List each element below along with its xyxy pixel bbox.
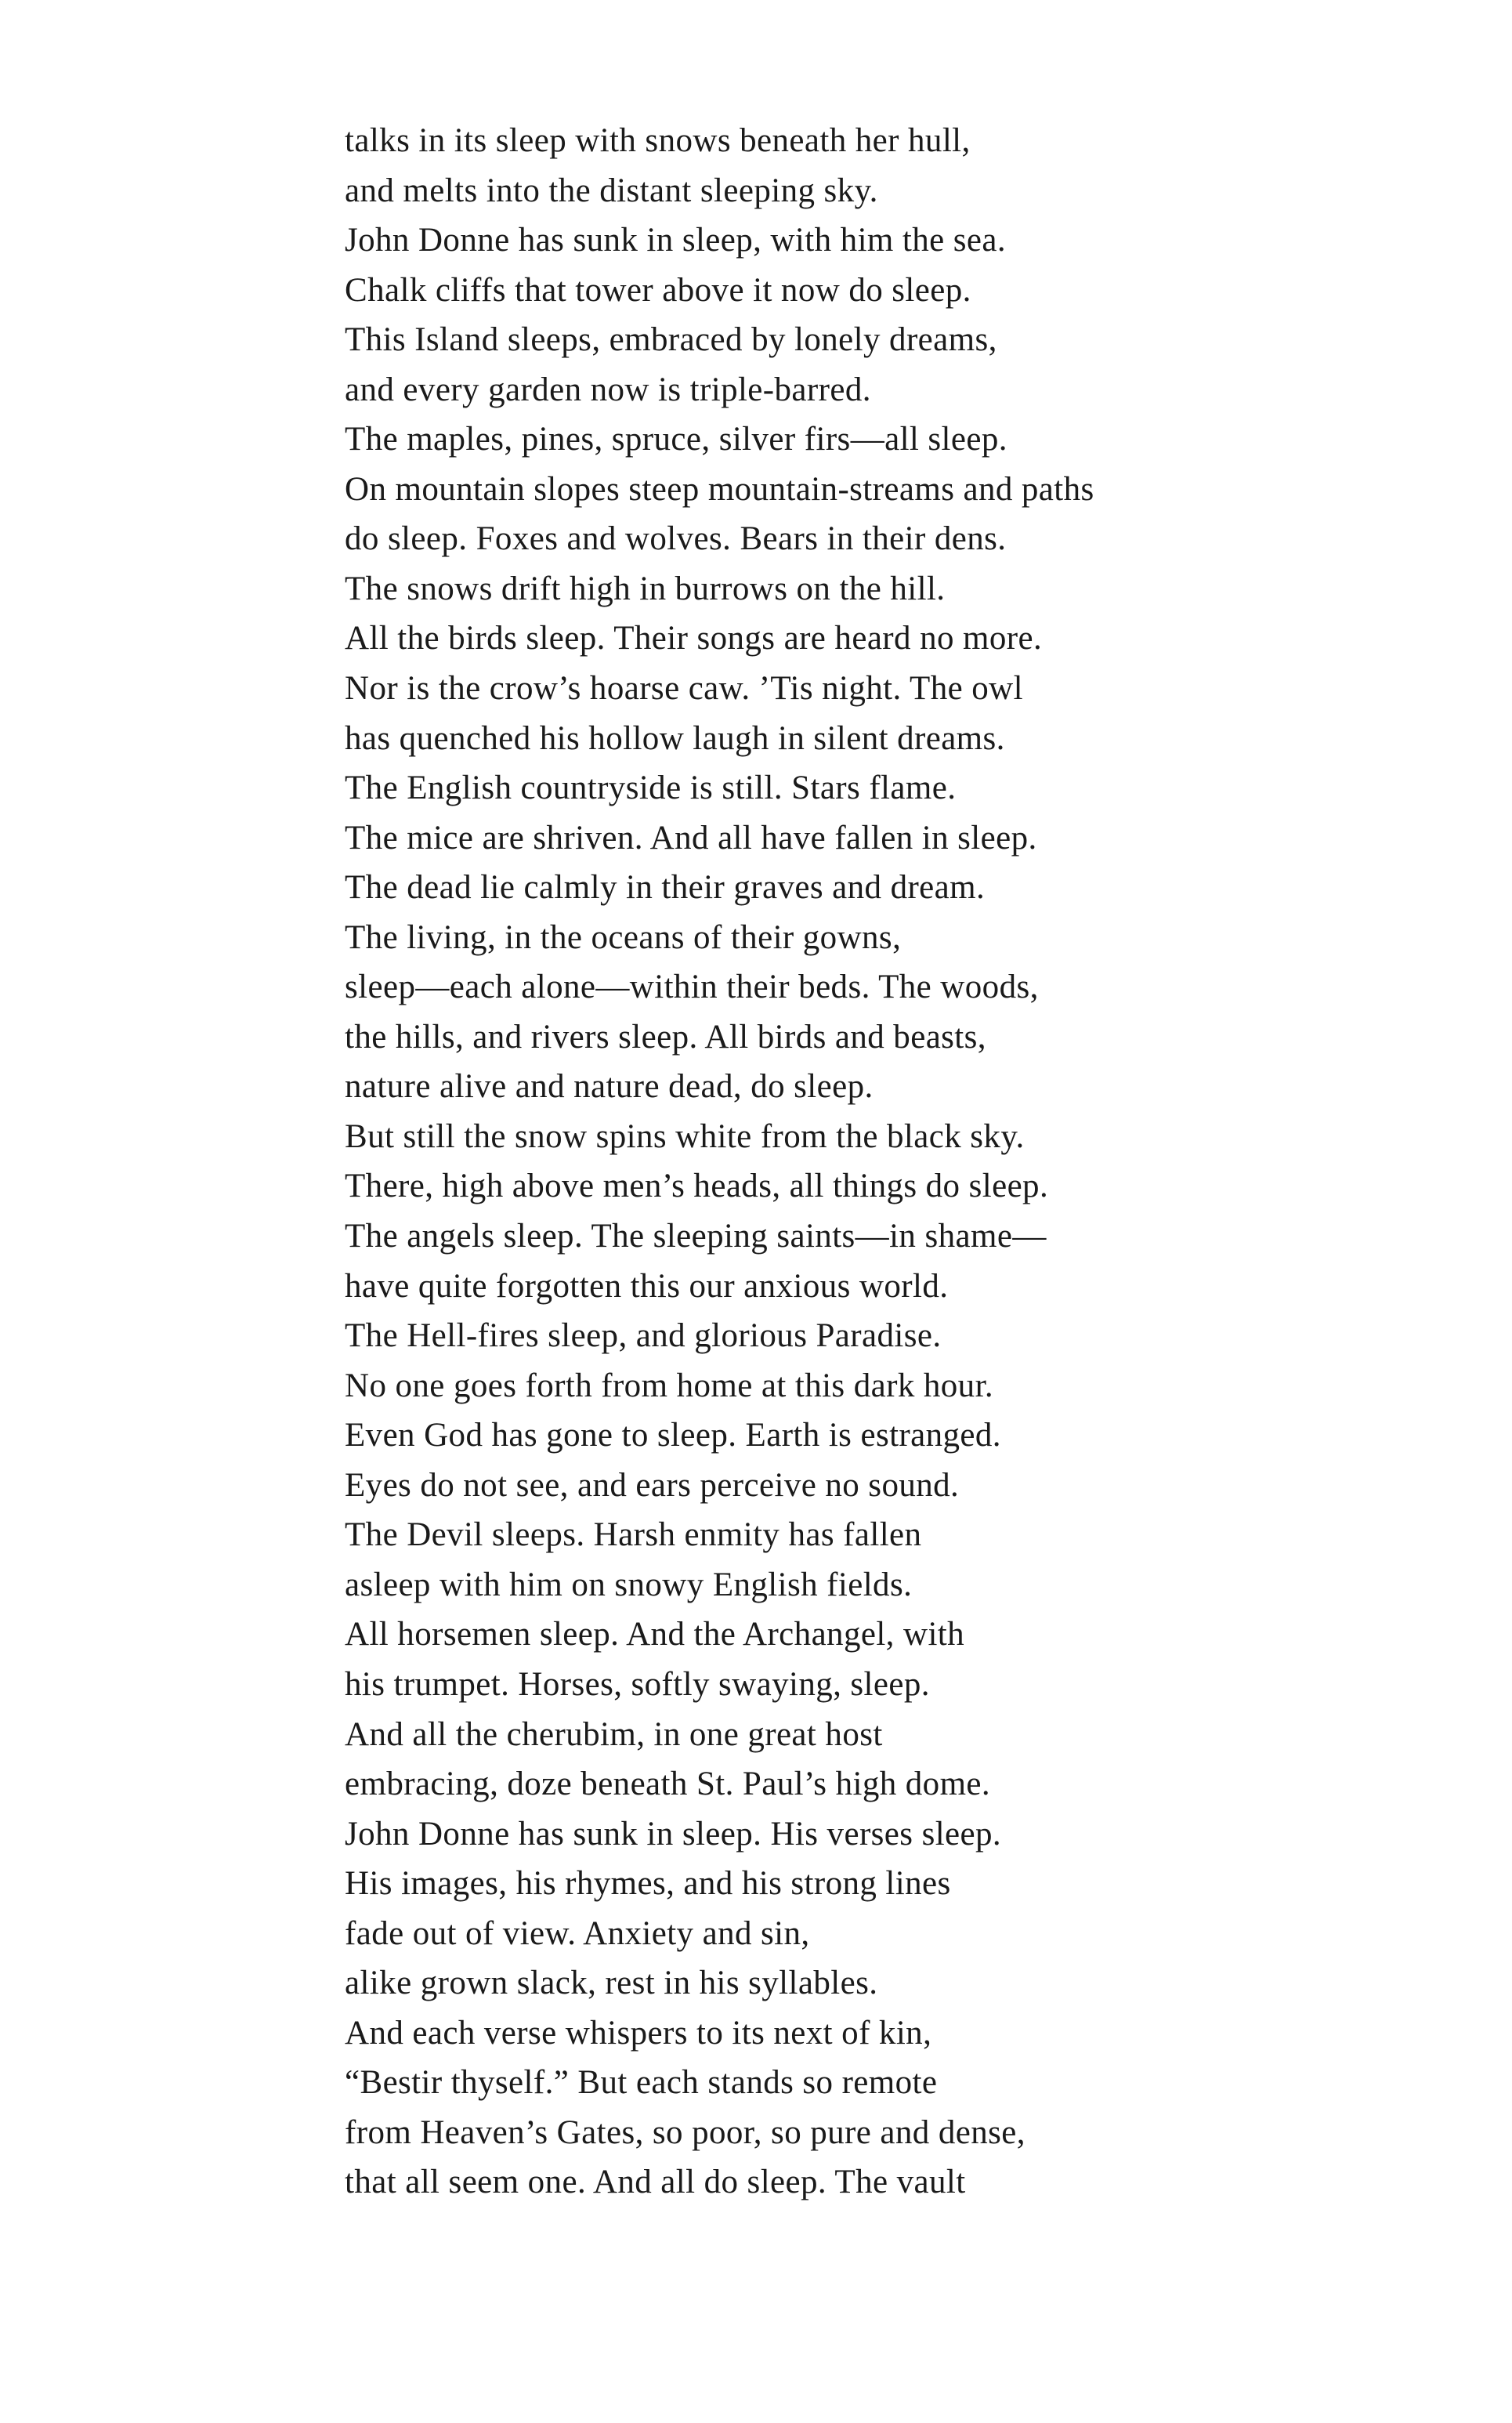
poem-line: The living, in the oceans of their gowns, bbox=[345, 918, 902, 956]
poem-line: asleep with him on snowy English fields. bbox=[345, 1566, 913, 1603]
poem-line: There, high above men’s heads, all things do sleep. bbox=[345, 1168, 1049, 1205]
poem-line: All the birds sleep. Their songs are heard no more. bbox=[345, 620, 1043, 657]
poem-line: do sleep. Foxes and wolves. Bears in their dens. bbox=[345, 520, 1007, 558]
poem-line: The Devil sleeps. Harsh enmity has fallen bbox=[345, 1516, 922, 1554]
poem-line: The English countryside is still. Stars flame. bbox=[345, 770, 957, 807]
poem-text bbox=[345, 116, 1363, 2208]
poem-line: All horsemen sleep. And the Archangel, with bbox=[345, 1616, 965, 1653]
poem-line: John Donne has sunk in sleep. His verses sleep. bbox=[345, 1815, 1002, 1853]
poem-line: Even God has gone to sleep. Earth is estranged. bbox=[345, 1417, 1001, 1454]
poem-line: from Heaven’s Gates, so poor, so pure and dense, bbox=[345, 2113, 1025, 2151]
poem-line: The snows drift high in burrows on the hill. bbox=[345, 570, 946, 607]
poem-line: “Bestir thyself.” But each stands so remote bbox=[345, 2064, 938, 2102]
poem-line: Nor is the crow’s hoarse caw. ’Tis night. The owl bbox=[345, 670, 1023, 708]
poem-line: alike grown slack, rest in his syllables. bbox=[345, 1965, 878, 2002]
poem-line: The angels sleep. The sleeping saints—in shame— bbox=[345, 1218, 1047, 1255]
poem-line: the hills, and rivers sleep. All birds and beasts, bbox=[345, 1018, 986, 1056]
poem-line: and melts into the distant sleeping sky. bbox=[345, 172, 878, 209]
poem-line: The mice are shriven. And all have fallen in sleep. bbox=[345, 819, 1037, 857]
poem-line: has quenched his hollow laugh in silent dreams. bbox=[345, 719, 1005, 757]
poem-line: Eyes do not see, and ears perceive no sound. bbox=[345, 1466, 960, 1504]
poem-line: Chalk cliffs that tower above it now do sleep. bbox=[345, 271, 971, 309]
poem-line: that all seem one. And all do sleep. The vault bbox=[345, 2164, 966, 2201]
poem-line: nature alive and nature dead, do sleep. bbox=[345, 1068, 874, 1106]
poem-line: his trumpet. Horses, softly swaying, sleep. bbox=[345, 1665, 930, 1703]
poem-line: embracing, doze beneath St. Paul’s high dome. bbox=[345, 1766, 991, 1803]
poem-line: His images, his rhymes, and his strong lines bbox=[345, 1865, 951, 1903]
poem-line: sleep—each alone—within their beds. The woods, bbox=[345, 969, 1039, 1006]
poem-line: And each verse whispers to its next of kin, bbox=[345, 2014, 932, 2052]
poem-line: But still the snow spins white from the black sky. bbox=[345, 1117, 1025, 1155]
poem-line: John Donne has sunk in sleep, with him the sea. bbox=[345, 222, 1007, 259]
poem-line: fade out of view. Anxiety and sin, bbox=[345, 1914, 810, 1952]
poem-line: The dead lie calmly in their graves and dream. bbox=[345, 869, 986, 907]
poem-line: On mountain slopes steep mountain-streams and paths bbox=[345, 470, 1094, 508]
poem-line: No one goes forth from home at this dark hour. bbox=[345, 1367, 994, 1404]
poem-line: and every garden now is triple-barred. bbox=[345, 371, 871, 408]
poem-line: The Hell-fires sleep, and glorious Paradise. bbox=[345, 1317, 942, 1355]
poem-line: And all the cherubim, in one great host bbox=[345, 1715, 883, 1753]
poem-line: The maples, pines, spruce, silver firs—all sleep. bbox=[345, 421, 1007, 458]
poem-line: This Island sleeps, embraced by lonely dreams, bbox=[345, 321, 997, 359]
poem-line: talks in its sleep with snows beneath her hull, bbox=[345, 122, 971, 159]
poem-line: have quite forgotten this our anxious world. bbox=[345, 1267, 949, 1305]
